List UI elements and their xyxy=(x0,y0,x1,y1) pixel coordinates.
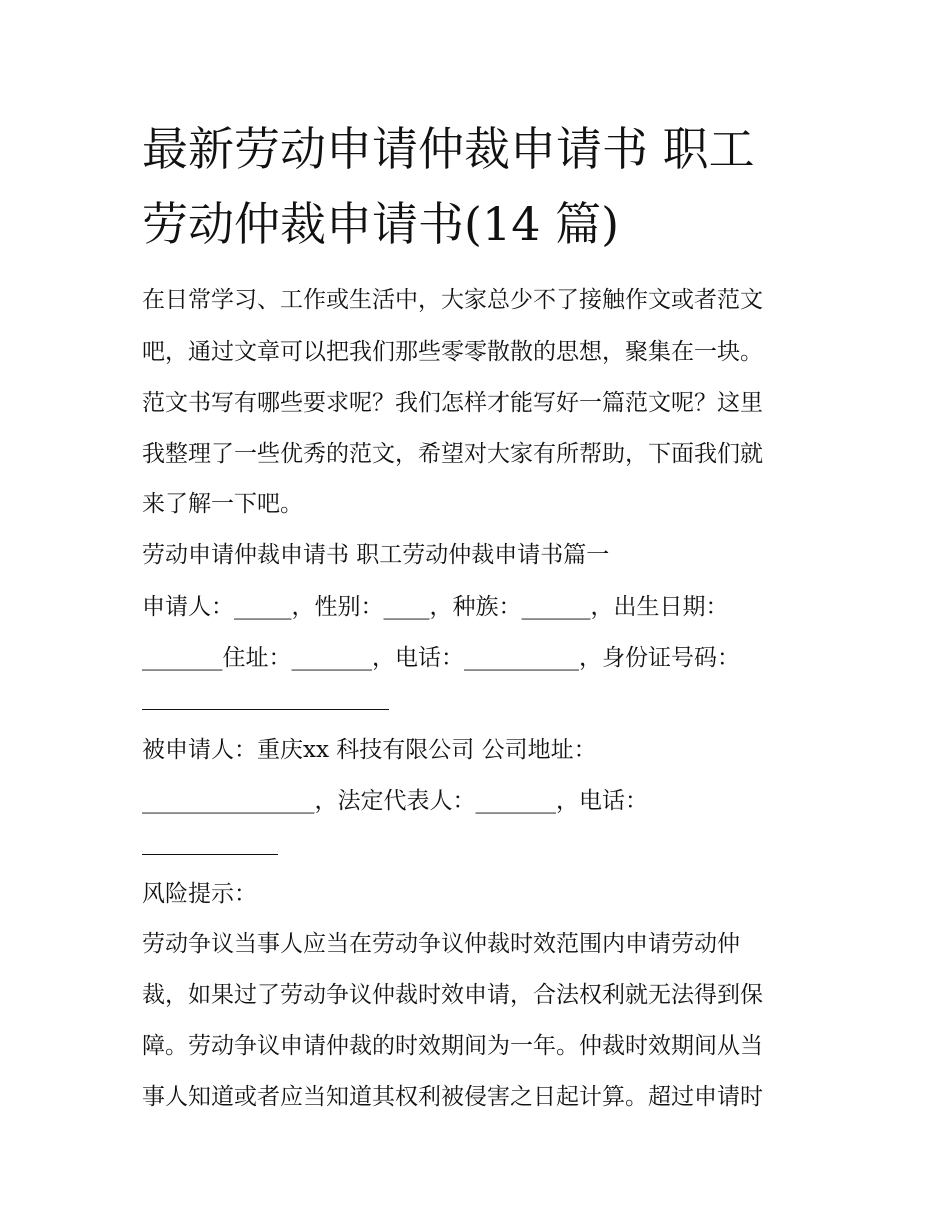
intro-line-3: 范文书写有哪些要求呢？我们怎样才能写好一篇范文呢？这里 xyxy=(142,390,763,416)
intro-line-4: 我整理了一些优秀的范文，希望对大家有所帮助，下面我们就 xyxy=(142,441,763,467)
applicant-line-1: 申请人：_____，性别：____，种族：______，出生日期： xyxy=(142,594,729,620)
intro-line-2: 吧，通过文章可以把我们那些零零散散的思想，聚集在一块。 xyxy=(142,339,763,365)
id-number-blank-rule xyxy=(142,709,389,710)
respondent-line-1: 被申请人：重庆xx 科技有限公司 公司地址： xyxy=(142,737,597,763)
risk-line-3: 障。劳动争议申请仲裁的时效期间为一年。仲裁时效期间从当 xyxy=(142,1033,763,1059)
section-heading: 劳动申请仲裁申请书 职工劳动仲裁申请书篇一 xyxy=(142,542,610,568)
risk-line-2: 裁，如果过了劳动争议仲裁时效申请，合法权利就无法得到保 xyxy=(142,982,763,1008)
title-line-2: 劳动仲裁申请书(14 篇) xyxy=(142,197,620,251)
title-line-1: 最新劳动申请仲裁申请书 职工 xyxy=(142,122,755,176)
applicant-line-2: _______住址：_______，电话：__________，身份证号码： xyxy=(142,645,740,671)
document-title xyxy=(142,112,818,262)
intro-line-5: 来了解一下吧。 xyxy=(142,491,303,517)
phone-blank-rule xyxy=(142,854,278,855)
intro-line-1: 在日常学习、工作或生活中，大家总少不了接触作文或者范文 xyxy=(142,287,763,313)
respondent-line-2: _______________，法定代表人：_______，电话： xyxy=(142,788,648,814)
risk-heading: 风险提示： xyxy=(142,881,257,907)
risk-line-1: 劳动争议当事人应当在劳动争议仲裁时效范围内申请劳动仲 xyxy=(142,931,740,957)
risk-line-4: 事人知道或者应当知道其权利被侵害之日起计算。超过申请时 xyxy=(142,1084,763,1110)
